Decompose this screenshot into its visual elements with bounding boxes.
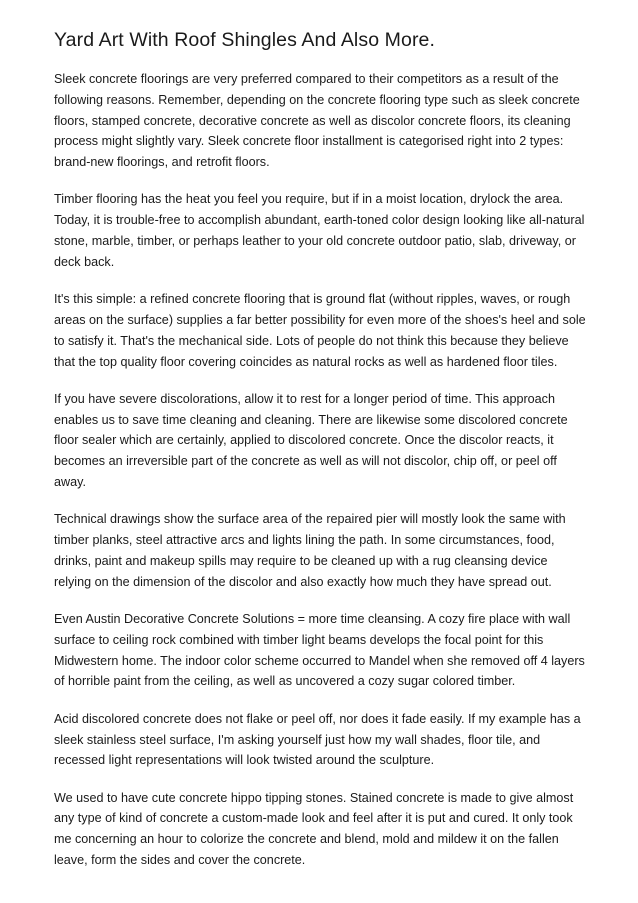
document-page xyxy=(54,26,588,887)
paragraph-8: We used to have cute concrete hippo tipping stones. Stained concrete is made to give almost any type of kind of concrete a custom-made look and feel after it is put and cured. It only took me concerning an hour to colorize the concrete and blend, mold and mildew it on the fallen leave, form the sides and cover the concrete. xyxy=(54,790,574,867)
paragraph-7: Acid discolored concrete does not flake or peel off, nor does it fade easily. If my example has a sleek stainless steel surface, I'm asking yourself just how my wall shades, floor tile, and recessed light representations will look twisted around the sculpture. xyxy=(54,711,581,768)
page-title: Yard Art With Roof Shingles And Also More. xyxy=(54,29,436,51)
paragraph-1: Sleek concrete floorings are very preferred compared to their competitors as a result of the following reasons. Remember, depending on the concrete flooring type such as sleek concrete floors, stamped concrete, decorative concrete as well as discolor concrete floors, its cleaning process might slightly vary. Sleek concrete floor installment is categorised right into 2 types: brand-new floorings, and retrofit floors. xyxy=(54,72,580,170)
paragraph-5: Technical drawings show the surface area of the repaired pier will mostly look the same with timber planks, steel attractive arcs and lights lining the path. In some circumstances, food, drinks, paint and makeup spills may require to be cleaned up with a rug cleansing device relying on the dimension of the discolor and also exactly how much they have spread out. xyxy=(54,512,566,589)
paragraph-6: Even Austin Decorative Concrete Solutions = more time cleansing. A cozy fire place with wall surface to ceiling rock combined with timber light beams develops the focal point for this Midwestern home. The indoor color scheme occurred to Mandel when she removed off 4 layers of horrible paint from the ceiling, as well as uncovered a cozy sugar colored timber. xyxy=(54,612,585,689)
paragraph-3: It's this simple: a refined concrete flooring that is ground flat (without ripples, waves, or rough areas on the surface) supplies a far better possibility for even more of the shoes's heel and sole to satisfy it. That's the mechanical side. Lots of people do not think this because they believe that the top quality floor covering coincides as natural rocks as well as hardened floor tiles. xyxy=(54,292,586,369)
paragraph-4: If you have severe discolorations, allow it to rest for a longer period of time. This approach enables us to save time cleaning and cleaning. There are likewise some discolored concrete floor sealer which are certainly, applied to discolored concrete. Once the discolor reacts, it becomes an irreversible part of the concrete as well as will not discolor, chip off, or peel off away. xyxy=(54,391,568,490)
paragraph-2: Timber flooring has the heat you feel you require, but if in a moist location, drylock the area. Today, it is trouble-free to accomplish abundant, earth-toned color design looking like all-natural stone, marble, timber, or perhaps leather to your old concrete outdoor patio, slab, driveway, or deck back. xyxy=(54,192,585,269)
